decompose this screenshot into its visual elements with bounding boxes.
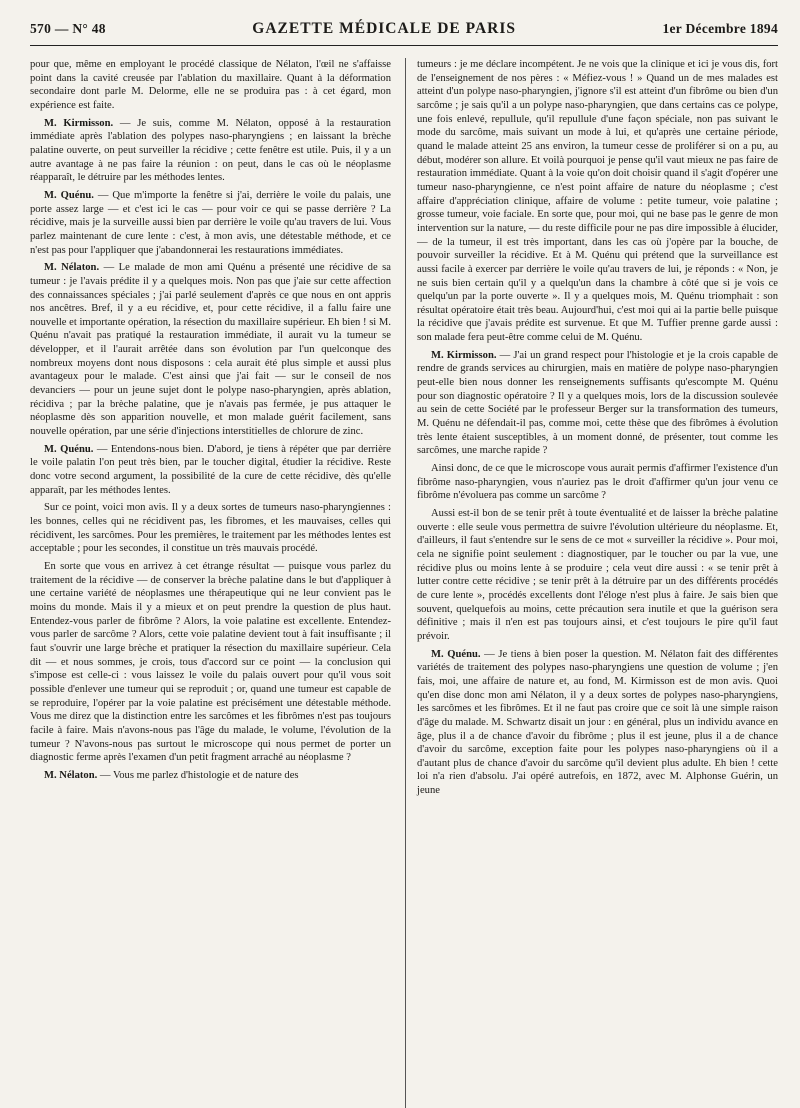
paragraph-text: — Je suis, comme M. Nélaton, opposé à la restauration immédiate après l'ablation des polypes naso-pharyngiens ; en laissant la brèche palatine ouverte, on peut surveiller la récidive ; cette fenêtre est utile. Puis, il y a un autre avantage à ne pas faire la réunion : on peut, dans le cas où le néoplasme réapparaît, le détruire par les méthodes lentes. (30, 117, 391, 184)
paragraph-text: Ainsi donc, de ce que le microscope vous aurait permis d'affirmer l'existence d'un fibrôme naso-pharyngien, vous n'auriez pas le droit d'affirmer qu'un jour venu ce fibrôme n'évoluera pas comme un sarcôme ? (417, 463, 778, 502)
page-number: 570 (30, 21, 52, 36)
paragraph (417, 648, 778, 798)
left-column (30, 58, 391, 802)
journal-title: GAZETTE MÉDICALE DE PARIS (252, 20, 516, 37)
paragraph (30, 560, 391, 765)
paragraph (30, 58, 391, 113)
right-column (417, 58, 778, 802)
paragraph-text: — Le malade de mon ami Quénu a présenté une récidive de sa tumeur : je l'avais prédite il y a quelques mois. Non pas que j'aie sur cette affection des connaissances spéciales ; j'ai parlé seulement d'après ce que nous en ont appris nos ancêtres. Bref, il y a eu récidive, et, pour cette récidive, il a fallu faire une nouvelle et importante opération, la résection du maxillaire supérieur. Eh bien ! si M. Quénu n'avait pas pratiqué la restauration immédiate, il aurait vu la tumeur se développer, et il l'aurait arrêtée dans son évolution par l'un quelconque des nombreux moyens dont nous disposons : cela aurait été plus simple et aussi plus avantageux pour le malade. C'est ainsi que j'ai fait — sur le conseil de nos devanciers — pour un jeune sujet dont le polype naso-pharyngien, après ablation, récidiva ; par la brèche palatine, que je n'avais pas fermée, je pus attaquer le néoplasme dès son apparition nouvelle, et mon malade guérit facilement, sans nouvelle opération, par une série d'injections interstitielles de chlorure de zinc. (30, 262, 391, 438)
paragraph-text: En sorte que vous en arrivez à cet étrange résultat — puisque vous parlez du traitement de la récidive — de conserver la brèche palatine dans le but d'appliquer à une certaine variété de néoplasmes une thérapeutique qui ne leur convient pas le moins du monde. Mais il y a mieux et on peut prendre la question de plus haut. Entendez-vous parler de fibrôme ? Alors, la voie palatine est excellente. Entendez-vous parler de sarcôme ? Alors, cette voie palatine devient tout à fait insuffisante ; il faut s'ouvrir une large brèche et pratiquer la résection du maxillaire supérieur. Cela dit — et nous sommes, je crois, tous d'accord sur ce point — la conclusion qui s'impose est celle-ci : vous laissez le voile du palais ouvert pour qu'il vous soit possible d'enlever une tumeur qui se reproduit ; or, quand une tumeur est capable de se reproduire, l'opérer par la voie palatine est précisément une détestable méthode. Vous me direz que la distinction entre les sarcômes et les fibrômes n'est pas toujours facile à faire. Mais n'avons-nous pas l'âge du malade, le volume, l'évolution de la tumeur ? N'avons-nous pas surtout le microscope qui nous permet de porter un diagnostic ferme après l'examen d'un petit fragment arraché au néoplasme ? (30, 560, 391, 764)
speaker-name: M. Kirmisson. (431, 349, 497, 361)
speaker-name: M. Nélaton. (44, 769, 98, 781)
speaker-name: M. Nélaton. (44, 262, 100, 274)
paragraph (30, 189, 391, 257)
paragraph-text: Sur ce point, voici mon avis. Il y a deux sortes de tumeurs naso-pharyngiennes : les bonnes, celles qui ne récidivent pas, les fibromes, et les mauvaises, celles qui récidivent, les sarcômes. Pour les premières, le traitement par les méthodes lentes est acceptable ; pour les secondes, il constitue un très mauvais procédé. (30, 502, 391, 555)
paragraph-text: tumeurs : je me déclare incompétent. Je ne vois que la clinique et ici je vous dis, fort de l'enseignement de nos pères : « Méfiez-vous ! » Quand un de mes malades est atteint d'un polype naso-pharyngien, j'ignore s'il est atteint d'un fibrôme ou bien d'un sarcôme ; je sais qu'il a un polype naso-pharyngien, que dans certains cas ce polype, une fois enlevé, repullule, qu'il repullule d'une façon spéciale, non pas suivant le mode du sarcôme, mais suivant un mode à lui, et qu'après une certaine période, quand le malade atteint 25 ans environ, la tumeur cesse de proliférer si on a pu, au début, modérer son allure. Et voilà pourquoi je pense qu'il vaut mieux ne pas faire de restauration immédiate. Quant à la voie qu'on doit choisir quand il s'agit d'opérer une tumeur naso-pharyngienne, ce n'est point affaire de nature du néoplasme ; c'est affaire d'appréciation clinique, affaire de volume : petite tumeur, voie palatine ; grosse tumeur, voie faciale. En sorte que, pour moi, qui ne base pas le genre de mon intervention sur la nature, — du reste difficile pour ne pas dire impossible à élucider, — de la tumeur, il est très important, dans les cas où j'opère par la bouche, de pouvoir surveiller la récidive. Et à M. Quénu qui prétend que la surveillance est aussi facile à exercer par derrière le voile qu'au travers de lui, je réponds : « Non, je ne suis bien certain qu'il y a quelqu'un dans la chambre à côté que si je vois ce quelqu'un par la porte ouverte ». Il y a quelques mois, M. Quénu triomphait : son résultat opératoire était très beau. Aujourd'hui, c'est moi qui ai la partie belle puisque la récidive que j'avais prédite est survenue. Et que M. Tuffier prenne garde aussi : son malade fera peut-être comme celui de M. Quénu. (417, 59, 778, 344)
paragraph (30, 443, 391, 498)
issue-number: — N° 48 (54, 21, 106, 36)
speaker-name: M. Quénu. (431, 648, 481, 660)
paragraph-text: — Vous me parlez d'histologie et de nature des (97, 769, 299, 781)
paragraph (417, 462, 778, 503)
text-columns (30, 58, 778, 802)
speaker-name: M. Kirmisson. (44, 117, 114, 129)
paragraph (417, 507, 778, 644)
page-number-issue (30, 21, 106, 37)
running-header (30, 20, 778, 46)
paragraph (30, 117, 391, 185)
issue-date: 1er Décembre 1894 (662, 21, 778, 36)
paragraph-text: pour que, même en employant le procédé classique de Nélaton, l'œil ne s'affaisse point dans la cavité creusée par l'ablation du maxillaire. Quant à la déformation secondaire dont parle M. Delorme, elle ne se produira pas : à cet égard, mon expérience est faite. (30, 59, 391, 111)
speaker-name: M. Quénu. (44, 189, 94, 201)
paragraph (30, 261, 391, 439)
paragraph-text: Aussi est-il bon de se tenir prêt à toute éventualité et de laisser la brèche palatine ouverte : elle seule vous permettra de suivre l'évolution ultérieure du néoplasme. Et, d'ailleurs, il faut s'entendre sur le sens de ce mot « surveiller la récidive ». Pour moi, cela ne signifie point seulement : diagnostiquer, par le toucher ou par la vue, une récidive plus ou moins lente à se produire ; cela veut dire aussi : « se tenir prêt à lutter contre cette récidive ; se tenir prêt à la détruire par un des différents procédés de cure lente », procédés excellents dont l'éloge n'est plus à faire. Je sais bien que souvent, quelquefois au moins, cette précaution sera inutile et que la guérison sera définitive ; mais il n'en est pas toujours ainsi, et c'est toujours le pire qu'il faut prévoir. (417, 508, 778, 642)
paragraph-text: — Je tiens à bien poser la question. M. Nélaton fait des différentes variétés de traitement des polypes naso-pharyngiens une question de volume ; j'en fais, moi, une affaire de nature et, au fond, M. Kirmisson est de mon avis. Quoi qu'en dise donc mon ami Nélaton, il y a deux sortes de polypes naso-pharyngiens, les sarcômes et les fibrômes. Et il ne faut pas croire que ce soit là une simple raison d'âge du malade. M. Schwartz disait un jour : en général, plus un individu avance en âge, plus il a de chance d'avoir du fibrôme ; plus il est jeune, plus il a de chance d'avoir du sarcôme, exception faite pour les polypes naso-pharyngiens où il a d'autant plus de chance d'avoir du sarcôme qu'il devient plus adulte. Eh bien ! cette loi n'a rien d'absolu. J'ai opéré autrefois, en 1872, avec M. Alphonse Guérin, un jeune (417, 648, 778, 797)
paragraph (30, 501, 391, 556)
column-divider (405, 58, 406, 1108)
paragraph (30, 769, 391, 783)
speaker-name: M. Quénu. (44, 443, 94, 455)
paragraph (417, 58, 778, 345)
paragraph-text: — Entendons-nous bien. D'abord, je tiens à répéter que par derrière le voile palatin l'on peut très bien, par le toucher digital, étudier la récidive. Reste donc votre second argument, la possibilité de la cure de cette récidive, dès qu'elle apparaît, par les méthodes lentes. (30, 443, 391, 496)
paragraph-text: — J'ai un grand respect pour l'histologie et je la crois capable de rendre de grands services au chirurgien, mais en matière de polype naso-pharyngien peut-elle bien nous donner les renseignements suffisants qu'escompte M. Quénu pour son diagnostic opératoire ? Il y a quelques mois, lors de la discussion soulevée au sein de cette Société par le professeur Berger sur la transformation des tumeurs, M. Quénu ne défendait-il pas, comme moi, cette thèse que des fibrômes à évolution très lente étaient susceptibles, à un moment donné, de présenter, tout comme les sarcômes, une marche rapide ? (417, 349, 778, 457)
paragraph (417, 349, 778, 458)
paragraph-text: — Que m'importe la fenêtre si j'ai, derrière le voile du palais, une porte assez large — et c'est ici le cas — pour voir ce qui se passe derrière ? La récidive, mais je la surveille aussi bien par derrière le voile qu'au travers de lui. Vous parlez maintenant de cure lente : c'est, à mon avis, une détestable méthode, et ce n'est pas pour l'appliquer que j'abandonnerai les restaurations immédiates. (30, 189, 392, 256)
